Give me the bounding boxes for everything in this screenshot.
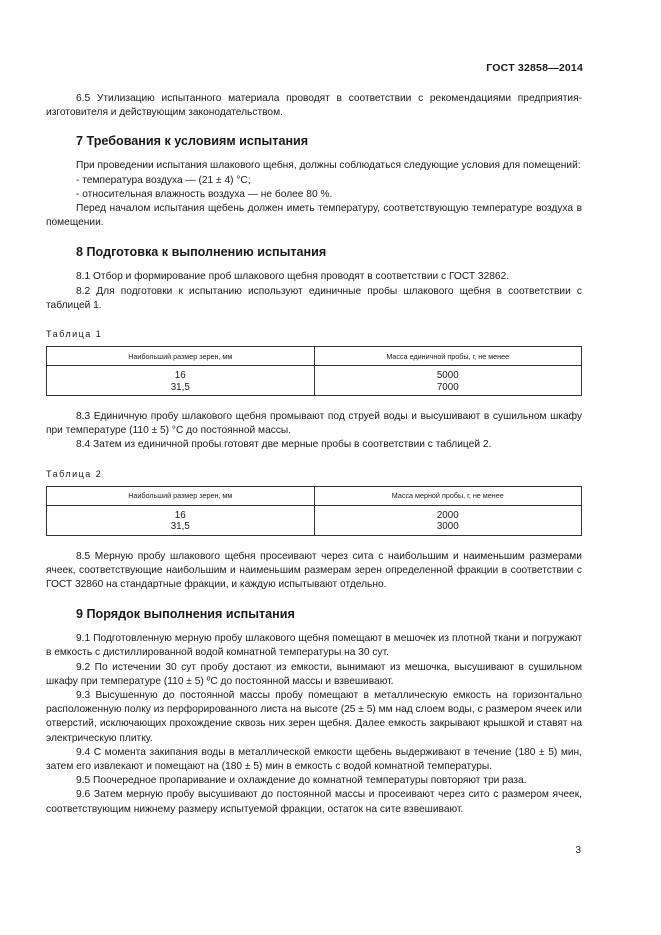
list-item-temperature: - температура воздуха — (21 ± 4) °С; — [76, 174, 251, 186]
paragraph-8-1: 8.1 Отбор и формирование проб шлакового щебня проводят в соответствии с ГОСТ 32862. — [76, 271, 510, 283]
page-content — [46, 92, 582, 817]
table-header-cell: Наибольший размер зерен, мм — [47, 486, 315, 505]
document-code: ГОСТ 32858—2014 — [486, 62, 583, 74]
table-row — [47, 366, 582, 396]
table-cell: 16 31,5 — [47, 366, 315, 396]
paragraph-6-5: 6.5 Утилизацию испытанного материала проводят в соответствии с рекомендациями предприятия-изготовителя и действующим законодательством. — [46, 93, 582, 119]
page-number: 3 — [575, 845, 581, 856]
paragraph-7-intro: При проведении испытания шлакового щебня, должны соблюдаться следующие условия для помещений: — [76, 160, 581, 172]
paragraph-9-5: 9.5 Поочередное пропаривание и охлаждение до комнатной температуры повторяют три раза. — [76, 775, 527, 787]
list-item-humidity: - относительная влажность воздуха — не более 80 %. — [76, 188, 333, 200]
paragraph-8-4: 8.4 Затем из единичной пробы готовят две мерные пробы в соответствии с таблицей 2. — [76, 439, 492, 451]
paragraph-9-6: 9.6 Затем мерную пробу высушивают до постоянной массы и просеивают через сито с размером ячеек, соответствующим нижнему размеру испытуемой фракции, остаток на сите взвешивают. — [46, 789, 582, 815]
table-cell: 5000 7000 — [314, 366, 582, 396]
table-header-row — [47, 347, 582, 366]
paragraph-8-2: 8.2 Для подготовки к испытанию используют единичные пробы шлакового щебня в соответствии с таблицей 1. — [46, 285, 582, 311]
paragraph-9-4: 9.4 С момента закипания воды в металлической емкости щебень выдерживают в течение (180 ± 5) мин, затем его извлекают и помещают на (180 ± 5) мин в емкость с водой комнатной температуры. — [46, 746, 582, 773]
paragraph-9-1: 9.1 Подготовленную мерную пробу шлакового щебня помещают в мешочек из плотной ткани и погружают в емкость с дистиллированной водой комнатной температуры на 30 сут. — [46, 633, 582, 659]
section-8-title: 8 Подготовка к выполнению испытания — [76, 245, 327, 260]
paragraph-8-3: 8.3 Единичную пробу шлакового щебня промывают под струей воды и высушивают в сушильном шкафу при температуре (110 ± 5) °С до постоянной массы. — [46, 411, 582, 437]
table-header-cell: Масса мерной пробы, г, не менее — [314, 486, 582, 505]
section-7-title: 7 Требования к условиям испытания — [76, 134, 309, 149]
table-header-row — [47, 486, 582, 505]
table-cell: 2000 3000 — [314, 505, 582, 535]
paragraph-9-2: 9.2 По истечении 30 сут пробу достают из емкости, вынимают из мешочка, высушивают в сушильном шкафу при температуре (110 ± 5) ºС до постоянной массы и взвешивают. — [46, 661, 582, 687]
paragraph-8-5: 8.5 Мерную пробу шлакового щебня просеивают через сита с наибольшим и наименьшим размерами ячеек, соответствующие наибольшим и наименьшим размерам зерен определенной фракции в соответствии с ГОСТ 32860 на стандартные фракции, и каждую испытывают отдельно. — [46, 550, 582, 591]
table-1-caption: Таблица 1 — [46, 329, 103, 340]
table-row — [47, 505, 582, 535]
table-header-cell: Масса единичной пробы, г, не менее — [314, 347, 582, 366]
paragraph-7-note: Перед началом испытания щебень должен иметь температуру, соответствующую температуре воздуха в помещении. — [46, 203, 582, 229]
paragraph-9-3: 9.3 Высушенную до постоянной массы пробу помещают в металлическую емкость на горизонтально расположенную полку из перфорированного листа на высоте (25 ± 5) мм над слоем воды, с размером ячеек или отверстий, исключающих прохождение сквозь них зерен щебня. Далее емкость закрывают крышкой и ставят на электрическую плитку. — [46, 690, 582, 744]
table-2-caption: Таблица 2 — [46, 468, 103, 479]
section-9-title: 9 Порядок выполнения испытания — [76, 607, 295, 622]
table-cell: 16 31,5 — [47, 505, 315, 535]
table-header-cell: Наибольший размер зерен, мм — [47, 347, 315, 366]
table-1 — [46, 346, 582, 396]
table-2 — [46, 486, 582, 536]
